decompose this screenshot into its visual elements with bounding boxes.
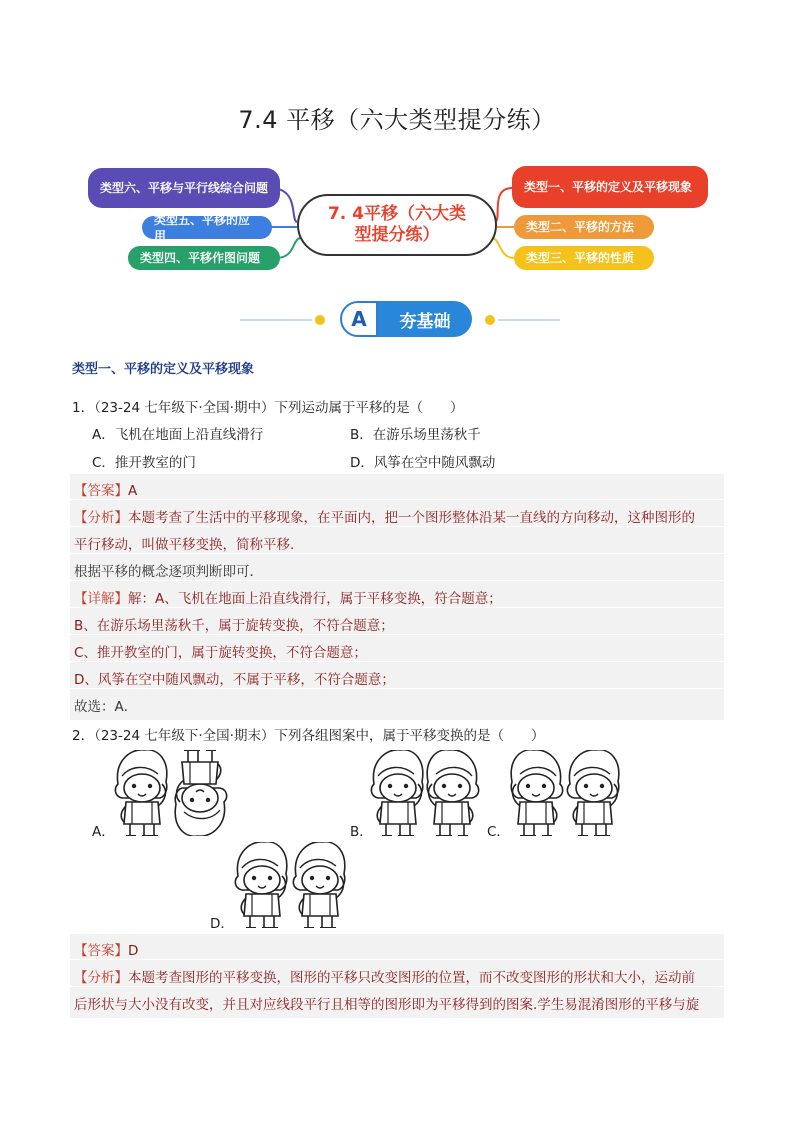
q2-option-b-label[interactable]: B． xyxy=(350,824,373,840)
badge-label: 夯基础 xyxy=(378,301,472,337)
q1-option-d: D．风筝在空中随风飘动 xyxy=(350,455,496,471)
q1-option-a: A．飞机在地面上沿直线滑行 xyxy=(92,427,264,443)
q1-detail-line4: D、风筝在空中随风飘动，不属于平移，不符合题意； xyxy=(74,672,395,688)
mindmap-node-type2: 类型二、平移的方法 xyxy=(514,215,654,239)
mindmap-node-type4: 类型四、平移作图问题 xyxy=(128,246,280,270)
mindmap-center xyxy=(297,194,497,256)
q1-detail-text1: 解：A、飞机在地面上沿直线滑行，属于平移变换，符合题意； xyxy=(128,591,502,607)
q1-answer-line xyxy=(74,479,137,499)
q2-answer-line xyxy=(74,939,138,959)
q2-analysis-line2: 后形状与大小没有改变，并且对应线段平行且相等的图形即为平移得到的图案.学生易混淆图形的平移与旋 xyxy=(74,997,700,1013)
q1-analysis-text1: 本题考查了生活中的平移现象，在平面内，把一个图形整体沿某一直线的方向移动，这种图形的 xyxy=(128,510,695,526)
mindmap-node-type1: 类型一、平移的定义及平移现象 xyxy=(512,166,708,208)
q1-detail-line2: B、在游乐场里荡秋千，属于旋转变换，不符合题意； xyxy=(74,618,394,634)
answer-tag: 【答案】 xyxy=(74,483,128,499)
page-title: 7.4 平移（六大类型提分练） xyxy=(238,106,556,134)
q2-answer: D xyxy=(128,943,139,959)
q2-stem: 2．（23-24 七年级下·全国·期末）下列各组图案中，属于平移变换的是（ ） xyxy=(72,728,545,744)
badge-letter: A xyxy=(340,301,378,337)
q2-option-a-figure xyxy=(110,750,230,836)
q1-detail-line3: C、推开教室的门，属于旋转变换，不符合题意； xyxy=(74,645,367,661)
mindmap-center-line1: 7. 4平移（六大类 xyxy=(327,204,467,224)
q2-analysis-text1: 本题考查图形的平移变换，图形的平移只改变图形的位置，而不改变图形的形状和大小，运动前 xyxy=(128,970,695,986)
section-heading: 类型一、平移的定义及平移现象 xyxy=(72,362,255,377)
q2-analysis-line1 xyxy=(74,966,695,986)
mindmap-node-type5: 类型五、平移的应用 xyxy=(142,216,272,239)
q1-analysis-line2: 平行移动，叫做平移变换，简称平移． xyxy=(74,537,304,553)
q2-option-c-label[interactable]: C． xyxy=(487,824,510,840)
answer-tag: 【答案】 xyxy=(74,943,128,959)
q1-analysis-line3: 根据平移的概念逐项判断即可． xyxy=(74,564,263,580)
q1-stem: 1．（23-24 七年级下·全国·期中）下列运动属于平移的是（ ） xyxy=(72,400,464,416)
q2-option-a-label[interactable]: A． xyxy=(92,824,115,840)
q1-option-c: C．推开教室的门 xyxy=(92,455,196,471)
q1-analysis-line1 xyxy=(74,506,695,526)
q1-option-b: B．在游乐场里荡秋千 xyxy=(350,427,481,443)
analysis-tag: 【分析】 xyxy=(74,970,128,986)
mindmap-node-type3: 类型三、平移的性质 xyxy=(514,246,654,270)
detail-tag: 【详解】 xyxy=(74,591,128,607)
q1-solution-block xyxy=(70,474,724,720)
q2-option-b-figure xyxy=(366,750,486,836)
q2-option-c-figure xyxy=(506,750,626,836)
q2-solution-block xyxy=(70,934,724,1018)
q1-detail-line1 xyxy=(74,587,502,607)
mindmap-node-type6: 类型六、平移与平行线综合问题 xyxy=(88,168,280,208)
q1-answer: A xyxy=(128,483,138,499)
q2-option-d-label[interactable]: D． xyxy=(210,916,234,932)
q1-choose-line: 故选：A． xyxy=(74,699,138,715)
analysis-tag: 【分析】 xyxy=(74,510,128,526)
section-badge xyxy=(340,301,472,337)
mindmap-center-line2: 型提分练） xyxy=(354,225,440,245)
q2-option-d-figure xyxy=(228,842,352,928)
